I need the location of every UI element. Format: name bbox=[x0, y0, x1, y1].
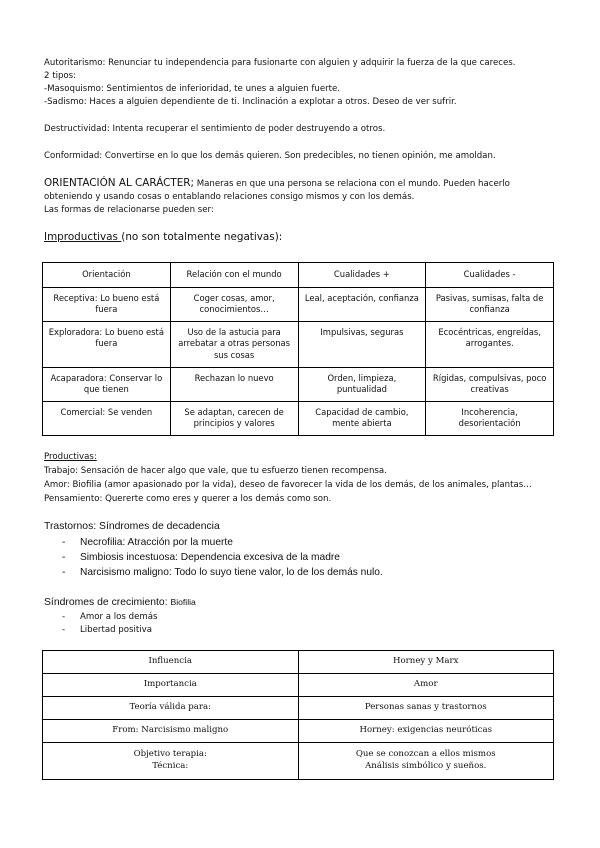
tecnica-label: Técnica: bbox=[152, 760, 189, 771]
improductivas-heading bbox=[44, 231, 282, 244]
table-row bbox=[43, 719, 554, 742]
table-cell: Rechazan lo nuevo bbox=[170, 367, 298, 401]
table-cell: Leal, aceptación, confianza bbox=[298, 287, 426, 321]
table-row bbox=[43, 321, 554, 367]
list-item: - Simbiosis incestuosa: Dependencia excesiva de la madre bbox=[62, 550, 383, 565]
crecimiento-heading-text: Síndromes de crecimiento: bbox=[44, 597, 171, 608]
table-cell: Uso de la astucia para arrebatar a otras personas sus cosas bbox=[170, 321, 298, 367]
table-cell: Horney y Marx bbox=[298, 651, 554, 674]
trastornos-list bbox=[62, 535, 383, 580]
table-cell: Importancia bbox=[43, 673, 299, 696]
conformidad-text: Conformidad: Convertirse en lo que los demás quieren. Son predecibles, no tienen opinión, me amoldan. bbox=[44, 151, 496, 161]
table-cell: Impulsivas, seguras bbox=[298, 321, 426, 367]
orientacion-line1-rest: Maneras en que una persona se relaciona con el mundo. Pueden hacerlo bbox=[194, 179, 510, 189]
orientacion-title: ORIENTACIÓN AL CARÁCTER; bbox=[44, 177, 195, 189]
table-cell: Teoría válida para: bbox=[43, 696, 299, 719]
sadismo-text: -Sadismo: Haces a alguien dependiente de ti. Inclinación a explotar a otros. Deseo de ver sufrir. bbox=[44, 97, 457, 107]
table-cell bbox=[43, 742, 299, 779]
table-cell: Capacidad de cambio, mente abierta bbox=[298, 401, 426, 435]
destructividad-text: Destructividad: Intenta recuperar el sentimiento de poder destruyendo a otros. bbox=[44, 124, 386, 134]
table-cell: Exploradora: Lo bueno está fuera bbox=[43, 321, 171, 367]
table-header-row bbox=[43, 263, 554, 288]
pensamiento-text: Pensamiento: Quererte como eres y querer a los demás como son. bbox=[44, 494, 332, 504]
table-row bbox=[43, 696, 554, 719]
masoquismo-text: -Masoquismo: Sentimientos de inferioridad, te unes a alguien fuerte. bbox=[44, 84, 341, 94]
crecimiento-list bbox=[62, 611, 157, 637]
list-item: - Libertad positiva bbox=[62, 624, 157, 637]
dos-tipos-text: 2 tipos: bbox=[44, 71, 77, 81]
autoritarismo-text: Autoritarismo: Renunciar tu independencia para fusionarte con alguien y adquirir la fuerza de la que careces. bbox=[44, 58, 516, 68]
orientacion-line1 bbox=[44, 177, 510, 191]
table-cell: Se adaptan, carecen de principios y valores bbox=[170, 401, 298, 435]
table-cell: Comercial: Se venden bbox=[43, 401, 171, 435]
trastornos-heading: Trastornos: Síndromes de decadencia bbox=[44, 521, 220, 532]
table-cell: Receptiva: Lo bueno está fuera bbox=[43, 287, 171, 321]
list-item: - Amor a los demás bbox=[62, 611, 157, 624]
objetivo-terapia-value: Que se conozcan a ellos mismos bbox=[355, 749, 496, 759]
table-cell: Orden, limpieza, puntualidad bbox=[298, 367, 426, 401]
trabajo-text: Trabajo: Sensación de hacer algo que vale, que tu esfuerzo tienen recompensa. bbox=[44, 466, 387, 476]
table-cell: From: Narcisismo maligno bbox=[43, 719, 299, 742]
table-row bbox=[43, 287, 554, 321]
productivas-heading: Productivas: bbox=[44, 452, 97, 462]
table-row bbox=[43, 651, 554, 674]
table-row bbox=[43, 401, 554, 435]
table-cell: Rígidas, compulsivas, poco creativas bbox=[426, 367, 554, 401]
table-cell: Incoherencia, desorientación bbox=[426, 401, 554, 435]
orientacion-line3: Las formas de relacionarse pueden ser: bbox=[44, 205, 214, 215]
table-cell: Personas sanas y trastornos bbox=[298, 696, 554, 719]
improductivas-heading-rest: (no son totalmente negativas): bbox=[121, 231, 283, 243]
table-row bbox=[43, 367, 554, 401]
table-cell: Influencia bbox=[43, 651, 299, 674]
table-row bbox=[43, 742, 554, 779]
list-item: - Necrofilia: Atracción por la muerte bbox=[62, 535, 383, 550]
table-header-cell: Relación con el mundo bbox=[170, 263, 298, 288]
crecimiento-heading bbox=[44, 596, 196, 609]
table-cell: Coger cosas, amor, conocimientos… bbox=[170, 287, 298, 321]
improductivas-heading-underlined: Improductivas bbox=[44, 231, 122, 243]
table-header-cell: Cualidades - bbox=[426, 263, 554, 288]
table-row bbox=[43, 673, 554, 696]
table-cell: Pasivas, sumisas, falta de confianza bbox=[426, 287, 554, 321]
tecnica-value: Análisis simbólico y sueños. bbox=[365, 760, 487, 771]
table-cell: Amor bbox=[298, 673, 554, 696]
table-cell bbox=[298, 742, 554, 779]
list-item: - Narcisismo maligno: Todo lo suyo tiene valor, lo de los demás nulo. bbox=[62, 565, 383, 580]
table-header-cell: Cualidades + bbox=[298, 263, 426, 288]
table-cell: Acaparadora: Conservar lo que tienen bbox=[43, 367, 171, 401]
amor-text: Amor: Biofilia (amor apasionado por la vida), deseo de favorecer la vida de los demás, de los animales, plantas… bbox=[44, 480, 532, 490]
orientacion-line2: obteniendo y usando cosas o entablando relaciones consigo mismos y con los demás. bbox=[44, 192, 415, 202]
orientaciones-table bbox=[42, 262, 554, 436]
comparacion-table bbox=[42, 650, 554, 780]
table-cell: Horney: exigencias neuróticas bbox=[298, 719, 554, 742]
table-header-cell: Orientación bbox=[43, 263, 171, 288]
crecimiento-biofilia: Biofilia bbox=[170, 597, 196, 607]
objetivo-terapia-label: Objetivo terapia: bbox=[133, 749, 207, 759]
table-cell: Ecocéntricas, engreídas, arrogantes. bbox=[426, 321, 554, 367]
